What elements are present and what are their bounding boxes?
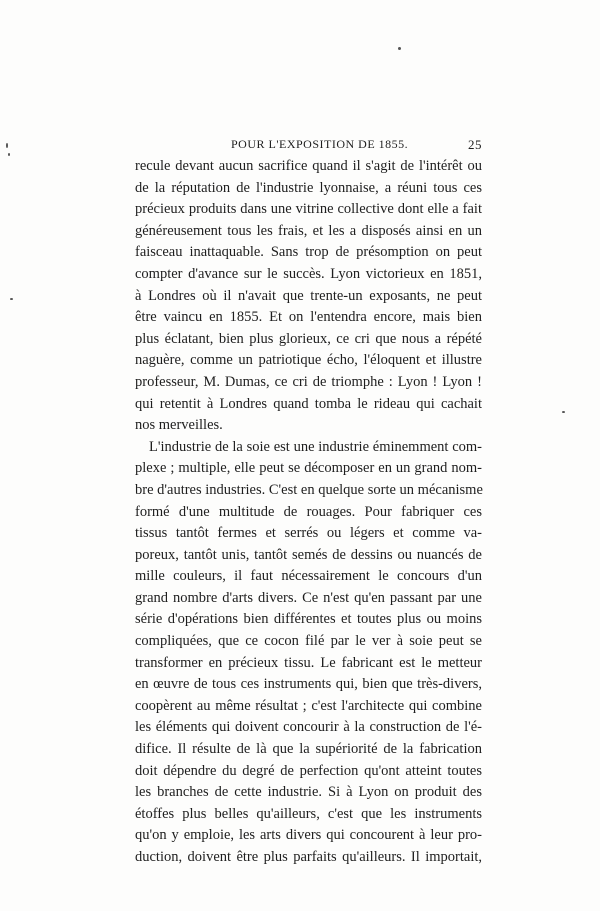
running-title: POUR L'EXPOSITION DE 1855. xyxy=(231,137,409,151)
text-line: précieux produits dans une vitrine collective dont elle a fait xyxy=(135,201,482,218)
text-line: formé d'une multitude de rouages. Pour fabriquer ces xyxy=(135,503,482,520)
text-line: professeur, M. Dumas, ce cri de triomphe : Lyon ! Lyon ! xyxy=(135,373,482,390)
running-header xyxy=(135,137,482,153)
text-line: L'industrie de la soie est une industrie éminemment com- xyxy=(149,438,482,455)
text-line: faisceau inattaquable. Sans trop de présomption on peut xyxy=(135,244,482,261)
print-speck xyxy=(8,153,10,156)
text-line: qu'on y emploie, les arts divers qui concourent à leur pro- xyxy=(135,827,482,844)
text-line: à Londres où il n'avait que trente-un exposants, ne peut xyxy=(135,287,482,304)
text-line: compliquées, que ce cocon filé par le ver à soie peut se xyxy=(135,633,482,650)
page-number: 25 xyxy=(468,137,482,152)
text-line: recule devant aucun sacrifice quand il s'agit de l'intérêt ou xyxy=(135,158,482,174)
text-line: naguère, comme un patriotique écho, l'éloquent et illustre xyxy=(135,352,482,369)
text-line: série d'opérations bien différentes et toutes plus ou moins xyxy=(135,611,482,628)
text-line: transformer en précieux tissu. Le fabricant est le metteur xyxy=(135,654,482,671)
text-line: nos merveilles. xyxy=(135,417,223,434)
text-line: grand nombre d'arts divers. Ce n'est qu'en passant par une xyxy=(135,589,482,606)
text-line: les branches de cette industrie. Si à Lyon on produit des xyxy=(135,784,482,801)
text-line: doit dépendre du degré de perfection qu'ont atteint toutes xyxy=(135,762,482,779)
text-line: être vaincu en 1855. Et on l'entendra encore, mais bien xyxy=(135,309,482,326)
text-line: difice. Il résulte de là que la supériorité de la fabrication xyxy=(135,741,482,758)
print-speck xyxy=(6,143,8,148)
print-speck xyxy=(398,47,401,50)
text-line: duction, doivent être plus parfaits qu'ailleurs. Il importait, xyxy=(135,849,482,865)
text-line: généreusement tous les frais, et les a disposés ainsi en un xyxy=(135,222,482,239)
text-line: en œuvre de tous ces instruments qui, bien que très-divers, xyxy=(135,676,482,693)
print-speck xyxy=(10,298,13,300)
text-line: qui retentit à Londres quand tomba le rideau qui cachait xyxy=(135,395,482,412)
text-line: plexe ; multiple, elle peut se décomposer en un grand nom- xyxy=(135,460,482,477)
text-line: poreux, tantôt unis, tantôt semés de dessins ou nuancés de xyxy=(135,546,482,563)
text-line: bre d'autres industries. C'est en quelque sorte un mécanisme xyxy=(135,481,483,498)
text-line: plus éclatant, bien plus glorieux, ce cri que nous a répété xyxy=(135,330,482,347)
text-line: compter d'avance sur le succès. Lyon victorieux en 1851, xyxy=(135,265,482,282)
text-line: de la réputation de l'industrie lyonnaise, a réuni tous ces xyxy=(135,179,482,196)
text-line: coopèrent au même résultat ; c'est l'architecte qui combine xyxy=(135,697,482,714)
text-line: les éléments qui doivent concourir à la construction de l'é- xyxy=(135,719,482,736)
text-line: étoffes plus belles qu'ailleurs, c'est que les instruments xyxy=(135,805,482,822)
text-line: mille couleurs, il faut nécessairement le concours d'un xyxy=(135,568,482,585)
text-line: tissus tantôt fermes et serrés ou légers et comme va- xyxy=(135,525,482,542)
body-text xyxy=(135,156,482,869)
print-speck xyxy=(562,411,565,413)
